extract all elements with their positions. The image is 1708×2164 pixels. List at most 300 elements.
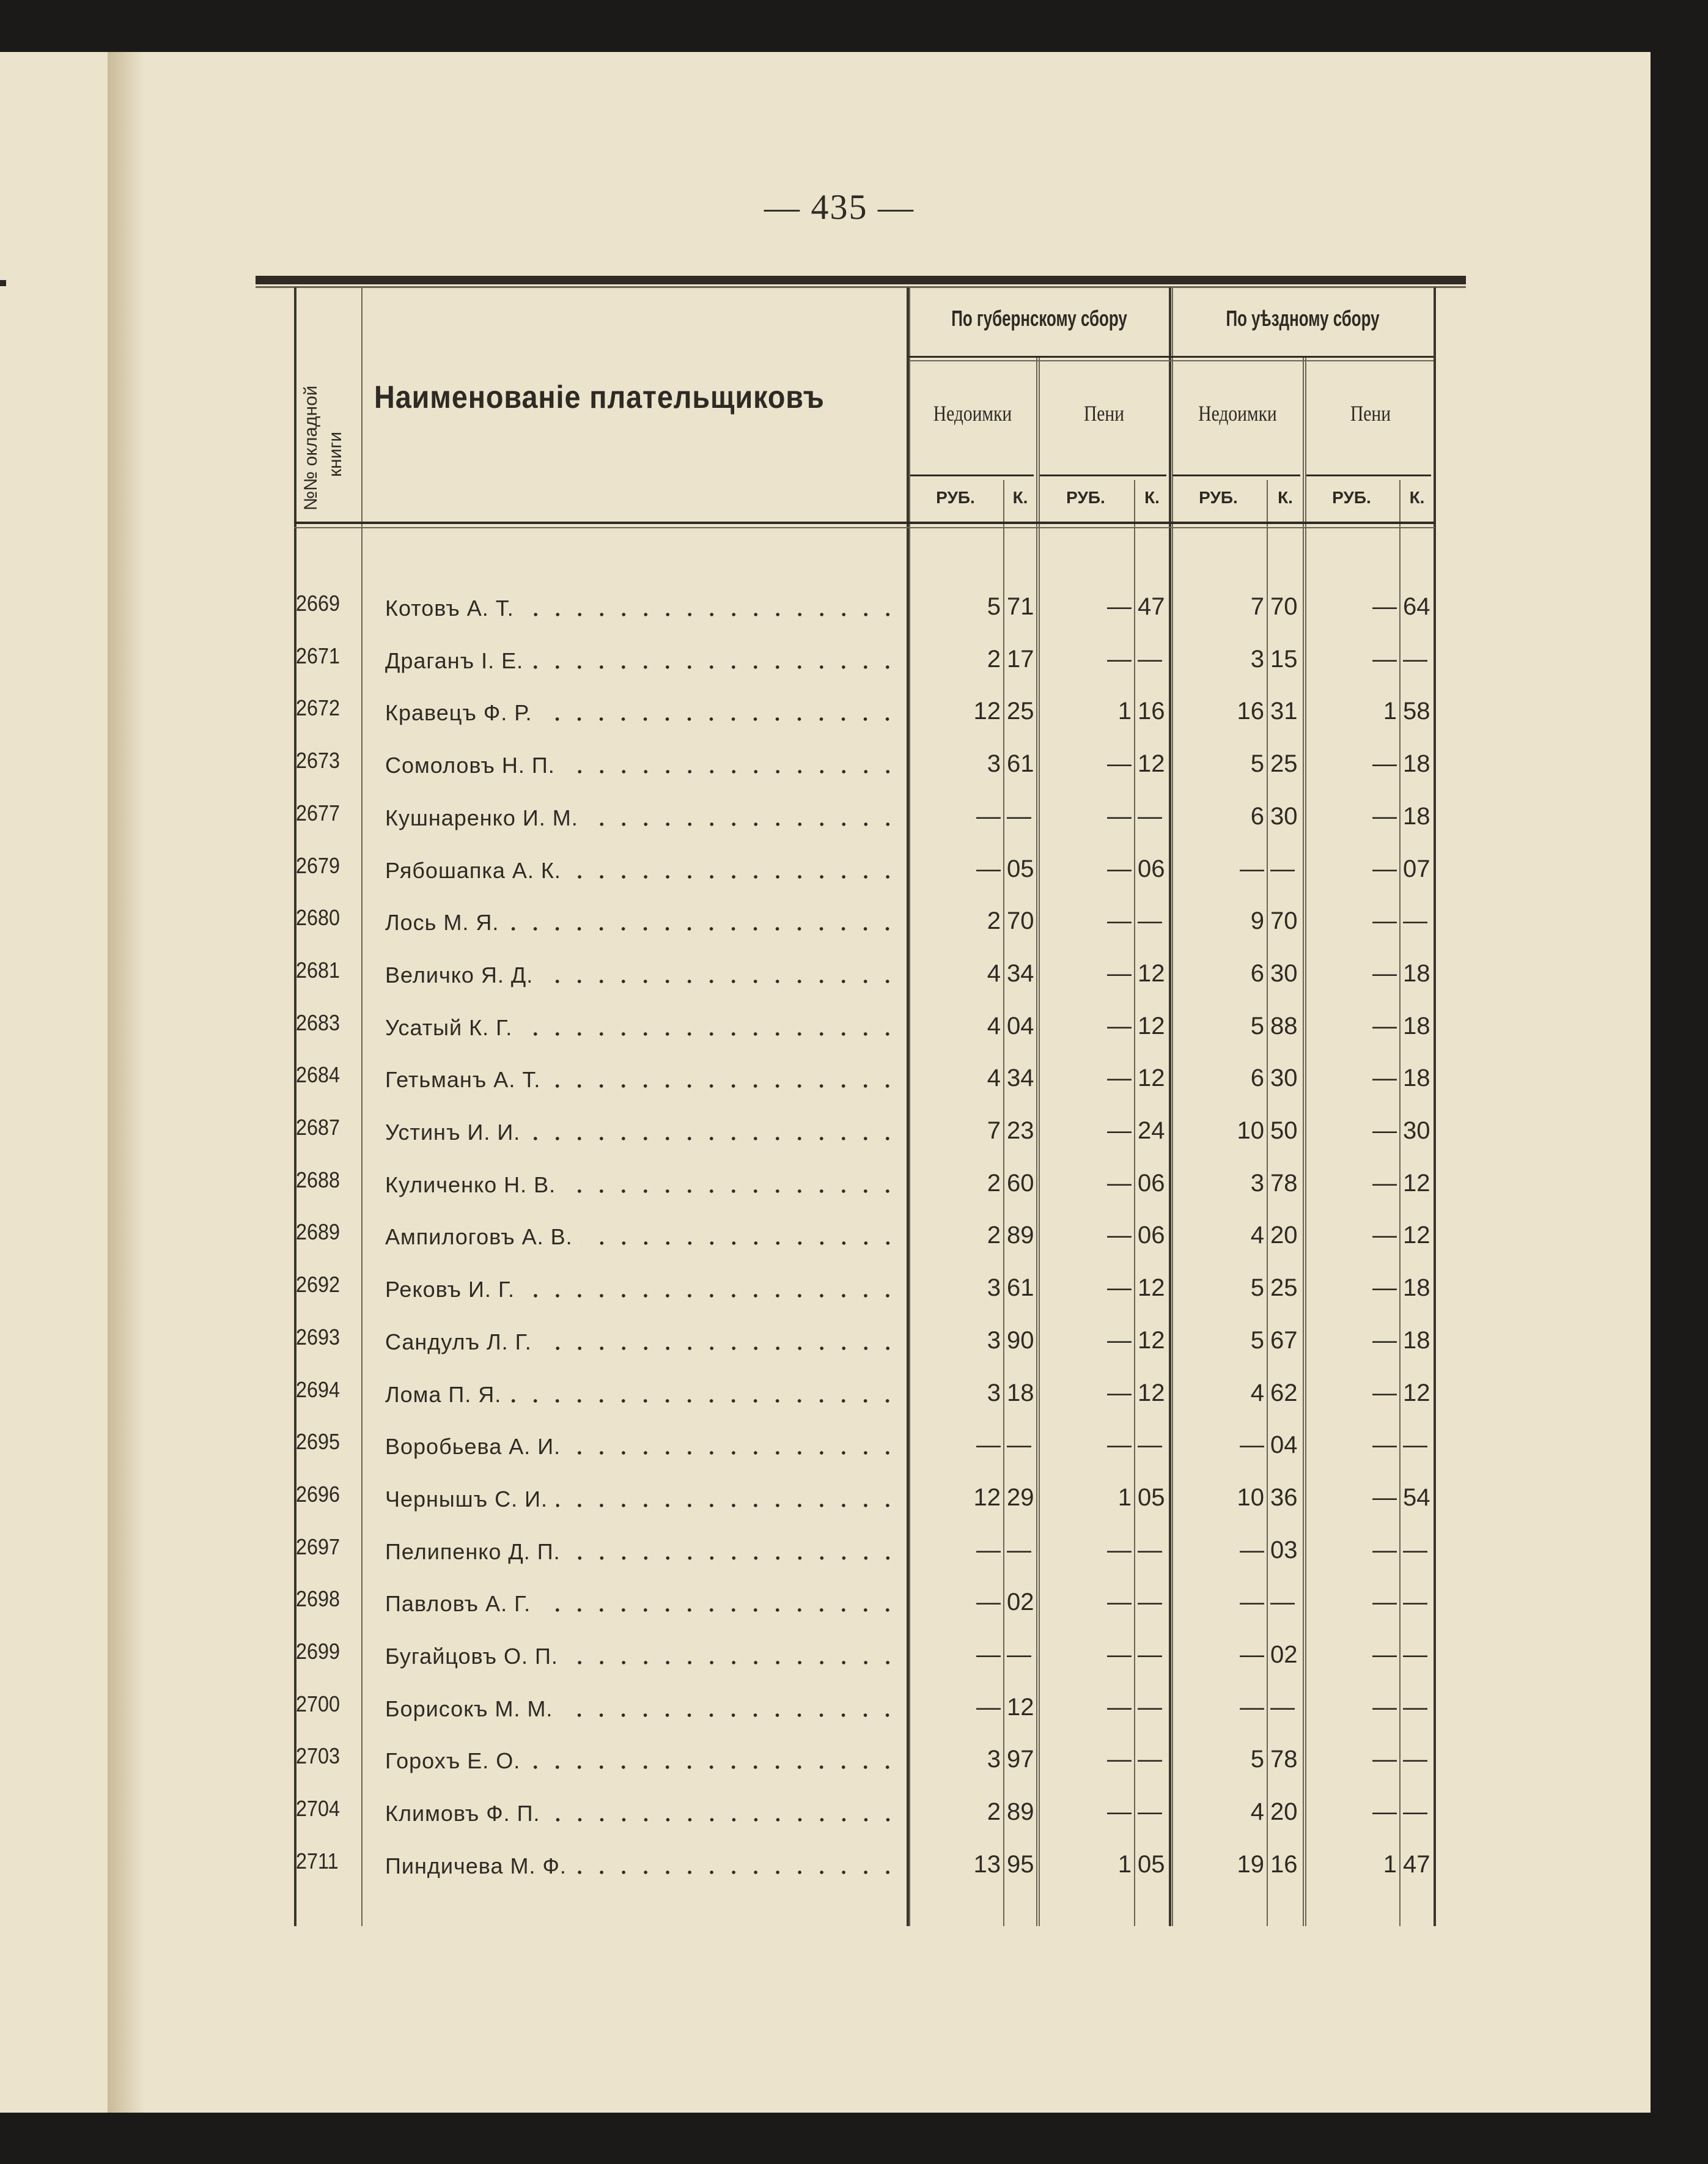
gubernia-arrears-rub: 13 xyxy=(973,1850,1001,1878)
uezd-penalties-rub: — xyxy=(1372,645,1397,673)
gubernia-arrears-rub: 3 xyxy=(987,1274,1001,1302)
uezd-arrears-kop: 36 xyxy=(1270,1483,1298,1511)
gubernia-arrears-header: Недоимки xyxy=(933,401,1012,426)
dot-leader xyxy=(570,875,899,879)
book-number: 2677 xyxy=(296,800,340,825)
gubernia-arrears-rub: — xyxy=(976,1693,1001,1721)
payer-name: Чернышъ С. И. xyxy=(385,1486,548,1512)
uezd-arrears-kop: 25 xyxy=(1270,1274,1298,1302)
uezd-arrears-rub: 6 xyxy=(1250,959,1264,987)
gubernia-penalties-rub: — xyxy=(1107,750,1132,778)
margin-mark xyxy=(0,280,6,286)
book-number: 2688 xyxy=(296,1167,340,1192)
uezd-penalties-kop: 07 xyxy=(1403,855,1430,882)
gubernia-penalties-kop: 06 xyxy=(1138,1169,1165,1197)
uezd-arrears-kop: — xyxy=(1270,1589,1295,1616)
gubernia-penalties-rub: — xyxy=(1107,1065,1132,1092)
table-row xyxy=(0,1481,1708,1543)
table-row xyxy=(0,1272,1708,1333)
uezd-arrears-rub: 19 xyxy=(1237,1850,1264,1878)
book-number: 2679 xyxy=(296,852,340,878)
gubernia-arrears-rub: 12 xyxy=(973,1483,1001,1511)
book-number: 2703 xyxy=(296,1743,340,1769)
book-number: 2671 xyxy=(296,643,340,668)
gubernia-penalties-rub: — xyxy=(1107,1589,1132,1616)
uezd-penalties-rub: — xyxy=(1372,855,1397,882)
gubernia-arrears-rub: 4 xyxy=(987,1012,1001,1040)
uezd-arrears-rub: 6 xyxy=(1250,802,1264,830)
gubernia-arrears-rub: 3 xyxy=(987,1746,1001,1773)
header-bottom-rule xyxy=(294,522,1435,524)
uezd-penalties-kop: — xyxy=(1403,1641,1427,1668)
book-number: 2698 xyxy=(296,1586,340,1612)
uezd-penalties-rub: — xyxy=(1372,1169,1397,1197)
gubernia-group-header: По губернскому сбору xyxy=(951,306,1127,331)
uezd-penalties-kop: — xyxy=(1403,907,1427,935)
gubernia-penalties-rub: — xyxy=(1107,1222,1132,1249)
book-number: 2680 xyxy=(296,905,340,931)
uezd-penalties-kop: 18 xyxy=(1403,1065,1430,1092)
gubernia-penalties-kop: 47 xyxy=(1138,593,1165,620)
book-number: 2695 xyxy=(296,1429,340,1455)
uezd-penalties-rub: 1 xyxy=(1383,698,1397,725)
gubernia-penalties-kop: — xyxy=(1138,1693,1162,1721)
dot-leader xyxy=(523,613,899,616)
uezd-penalties-kop: 18 xyxy=(1403,959,1430,987)
payer-name: Борисокъ М. М. xyxy=(385,1696,553,1721)
uezd-arrears-rub: 5 xyxy=(1250,1012,1264,1040)
uezd-arrears-rub: 10 xyxy=(1237,1483,1264,1511)
gubernia-arrears-kop: 71 xyxy=(1007,593,1034,620)
uezd-penalties-kop: 12 xyxy=(1403,1169,1430,1197)
uezd-arrears-rub: 5 xyxy=(1250,1746,1264,1773)
table-row xyxy=(0,852,1708,914)
payer-name: Пиндичева М. Ф. xyxy=(385,1853,567,1878)
uezd-penalties-rub: — xyxy=(1372,1483,1397,1511)
payer-name: Величко Я. Д. xyxy=(385,962,534,988)
uezd-penalties-kop: — xyxy=(1403,645,1427,673)
book-number: 2697 xyxy=(296,1534,340,1559)
uezd-arrears-kop: 88 xyxy=(1270,1012,1298,1040)
gubernia-penalties-rub: — xyxy=(1107,1746,1132,1773)
uezd-arrears-header: Недоимки xyxy=(1198,401,1277,426)
uezd-arrears-kop: 31 xyxy=(1270,698,1298,725)
gubernia-penalties-rub: 1 xyxy=(1117,1483,1132,1511)
payer-name: Кравецъ Ф. Р. xyxy=(385,700,532,726)
uezd-arrears-kop: 30 xyxy=(1270,802,1298,830)
gubernia-penalties-kop: — xyxy=(1138,1431,1162,1459)
gubernia-penalties-kop: 12 xyxy=(1138,750,1165,778)
dot-leader xyxy=(564,770,899,774)
table-row xyxy=(0,591,1708,652)
uezd-arrears-rub: 6 xyxy=(1250,1065,1264,1092)
gubernia-arrears-rub: — xyxy=(976,1589,1001,1616)
table-row xyxy=(0,1691,1708,1752)
unit-header-rule xyxy=(1040,475,1166,476)
gubernia-arrears-rub: 4 xyxy=(987,959,1001,987)
dot-leader xyxy=(549,1084,899,1088)
uezd-arrears-rub: — xyxy=(1240,1693,1264,1721)
gubernia-penalties-rub: — xyxy=(1107,907,1132,935)
payer-name: Рековъ И. Г. xyxy=(385,1277,515,1302)
payer-name: Сомоловъ Н. П. xyxy=(385,753,555,778)
payer-name: Кушнаренко И. М. xyxy=(385,805,578,830)
uezd-penalties-rub: — xyxy=(1372,959,1397,987)
uezd-arrears-kop: 78 xyxy=(1270,1746,1298,1773)
dot-leader xyxy=(510,1399,899,1403)
book-number: 2689 xyxy=(296,1219,340,1245)
gubernia-arrears-rub: 3 xyxy=(987,1326,1001,1354)
payer-name: Котовъ А. Т. xyxy=(385,596,514,621)
gubernia-penalties-kop: 05 xyxy=(1138,1850,1165,1878)
uezd-arrears-rub: 7 xyxy=(1250,593,1264,620)
uezd-arrears-kop: 70 xyxy=(1270,907,1298,935)
payer-name: Гетьманъ А. Т. xyxy=(385,1067,541,1093)
payer-name-cell xyxy=(385,1434,899,1460)
uezd-arrears-kop: — xyxy=(1270,855,1295,882)
payer-name-cell xyxy=(385,1120,899,1145)
table-row xyxy=(0,957,1708,1019)
payer-name-cell xyxy=(385,910,899,936)
uezd-arrears-kop: 03 xyxy=(1270,1536,1298,1564)
gubernia-penalties-rub: 1 xyxy=(1117,1850,1132,1878)
book-number: 2704 xyxy=(296,1796,340,1822)
gubernia-arrears-kop: 18 xyxy=(1007,1379,1034,1406)
group-header-rule xyxy=(909,356,1434,358)
payer-name-cell xyxy=(385,1067,899,1093)
gubernia-arrears-kop: 34 xyxy=(1007,959,1034,987)
book-number: 2699 xyxy=(296,1639,340,1664)
payer-name-cell xyxy=(385,648,899,674)
uezd-penalties-kop: 54 xyxy=(1403,1483,1430,1511)
table-row xyxy=(0,1848,1708,1910)
gubernia-arrears-rub: — xyxy=(976,855,1001,882)
gubernia-arrears-kop: 97 xyxy=(1007,1746,1034,1773)
uezd-arrears-rub: 3 xyxy=(1250,1169,1264,1197)
gubernia-penalties-kop: — xyxy=(1138,1798,1162,1826)
uezd-arrears-rub: 5 xyxy=(1250,750,1264,778)
table-row xyxy=(0,1010,1708,1071)
gubernia-arrears-kop: 34 xyxy=(1007,1065,1034,1092)
gubernia-penalties-rub: — xyxy=(1107,1379,1132,1406)
book-number: 2672 xyxy=(296,695,340,721)
unit-header-rule xyxy=(1306,475,1431,476)
payer-name: Усатый К. Г. xyxy=(385,1014,513,1040)
kopeck-unit-header: К. xyxy=(1144,488,1160,507)
gubernia-penalties-rub: — xyxy=(1107,1274,1132,1302)
uezd-arrears-rub: — xyxy=(1240,855,1264,882)
group-header-rule-thin xyxy=(909,360,1434,361)
uezd-penalties-kop: 47 xyxy=(1403,1850,1430,1878)
book-number: 2700 xyxy=(296,1691,340,1716)
uezd-arrears-rub: 4 xyxy=(1250,1379,1264,1406)
gubernia-arrears-rub: — xyxy=(976,1431,1001,1459)
gubernia-arrears-rub: — xyxy=(976,1641,1001,1668)
uezd-penalties-rub: — xyxy=(1372,802,1397,830)
uezd-penalties-kop: — xyxy=(1403,1798,1427,1826)
uezd-arrears-kop: 04 xyxy=(1270,1431,1298,1459)
gubernia-penalties-kop: 12 xyxy=(1138,1065,1165,1092)
gubernia-arrears-kop: 89 xyxy=(1007,1798,1034,1826)
payer-name-cell xyxy=(385,1696,899,1722)
payer-name: Климовъ Ф. П. xyxy=(385,1801,540,1826)
unit-header-rule xyxy=(910,475,1034,476)
uezd-arrears-rub: 9 xyxy=(1250,907,1264,935)
payer-name-cell xyxy=(385,1486,899,1512)
uezd-arrears-kop: 20 xyxy=(1270,1222,1298,1249)
gubernia-penalties-kop: — xyxy=(1138,1641,1162,1668)
gubernia-penalties-kop: 12 xyxy=(1138,1012,1165,1040)
gubernia-arrears-rub: 12 xyxy=(973,698,1001,725)
payer-name-cell xyxy=(385,1801,899,1826)
gubernia-penalties-kop: 12 xyxy=(1138,1274,1165,1302)
gubernia-penalties-rub: 1 xyxy=(1117,698,1132,725)
gubernia-penalties-kop: 24 xyxy=(1138,1117,1165,1144)
uezd-penalties-rub: — xyxy=(1372,1536,1397,1564)
gubernia-arrears-kop: 17 xyxy=(1007,645,1034,673)
uezd-penalties-kop: 18 xyxy=(1403,1274,1430,1302)
book-number: 2683 xyxy=(296,1010,340,1035)
gubernia-arrears-rub: 2 xyxy=(987,1169,1001,1197)
uezd-penalties-header: Пени xyxy=(1350,401,1391,426)
book-number: 2673 xyxy=(296,748,340,774)
payer-name: Воробьева А. И. xyxy=(385,1434,561,1460)
payer-name-cell xyxy=(385,1591,899,1617)
dot-leader xyxy=(540,1346,899,1350)
gubernia-penalties-kop: 06 xyxy=(1138,1222,1165,1249)
uezd-arrears-rub: 5 xyxy=(1250,1274,1264,1302)
payer-name-cell xyxy=(385,700,899,726)
uezd-penalties-kop: 64 xyxy=(1403,593,1430,620)
dot-leader xyxy=(569,1451,899,1455)
kopeck-unit-header: К. xyxy=(1278,488,1293,507)
book-number: 2692 xyxy=(296,1272,340,1298)
dot-leader xyxy=(532,665,899,669)
payer-name-cell xyxy=(385,962,899,988)
rub-unit-header: РУБ. xyxy=(1332,488,1371,507)
gubernia-penalties-kop: — xyxy=(1138,802,1162,830)
gubernia-arrears-kop: — xyxy=(1007,1536,1031,1564)
payer-name-cell xyxy=(385,1853,899,1879)
gubernia-penalties-rub: — xyxy=(1107,1693,1132,1721)
uezd-penalties-rub: 1 xyxy=(1383,1850,1397,1878)
dot-leader xyxy=(569,1556,899,1560)
gubernia-arrears-kop: 04 xyxy=(1007,1012,1034,1040)
dot-leader xyxy=(561,1713,899,1717)
payer-name: Сандулъ Л. Г. xyxy=(385,1329,532,1354)
table-row xyxy=(0,1743,1708,1804)
gubernia-penalties-rub: — xyxy=(1107,1536,1132,1564)
table-row xyxy=(0,1376,1708,1438)
table-row xyxy=(0,695,1708,756)
uezd-penalties-kop: — xyxy=(1403,1589,1427,1616)
table-row xyxy=(0,1796,1708,1857)
gubernia-arrears-rub: 2 xyxy=(987,1222,1001,1249)
dot-leader xyxy=(540,717,899,721)
dot-leader xyxy=(556,1504,899,1507)
uezd-arrears-kop: 78 xyxy=(1270,1169,1298,1197)
payer-name: Драганъ І. Е. xyxy=(385,648,524,673)
uezd-arrears-rub: 5 xyxy=(1250,1326,1264,1354)
payers-header: Наименованіе плательщиковъ xyxy=(374,380,825,415)
uezd-arrears-rub: — xyxy=(1240,1431,1264,1459)
gubernia-arrears-kop: — xyxy=(1007,802,1031,830)
gubernia-arrears-kop: 12 xyxy=(1007,1693,1034,1721)
book-number: 2669 xyxy=(296,591,340,616)
table-row xyxy=(0,1324,1708,1386)
dot-leader xyxy=(581,1241,899,1245)
uezd-arrears-kop: 15 xyxy=(1270,645,1298,673)
uezd-penalties-kop: 30 xyxy=(1403,1117,1430,1144)
payer-name: Пелипенко Д. П. xyxy=(385,1538,561,1564)
table-row xyxy=(0,643,1708,704)
uezd-penalties-rub: — xyxy=(1372,750,1397,778)
gubernia-arrears-kop: 61 xyxy=(1007,750,1034,778)
dot-leader xyxy=(542,980,899,983)
uezd-arrears-kop: 67 xyxy=(1270,1326,1298,1354)
uezd-arrears-kop: 62 xyxy=(1270,1379,1298,1406)
payer-name-cell xyxy=(385,596,899,621)
gubernia-penalties-header: Пени xyxy=(1083,401,1125,426)
gubernia-penalties-kop: 05 xyxy=(1138,1483,1165,1511)
payer-name: Лось М. Я. xyxy=(385,910,499,936)
payer-name-cell xyxy=(385,1644,899,1669)
table-row xyxy=(0,748,1708,809)
rub-unit-header: РУБ. xyxy=(1199,488,1238,507)
uezd-arrears-rub: 3 xyxy=(1250,645,1264,673)
gubernia-penalties-rub: — xyxy=(1107,1798,1132,1826)
table-row xyxy=(0,905,1708,966)
gubernia-penalties-kop: 16 xyxy=(1138,698,1165,725)
book-number: 2711 xyxy=(296,1848,339,1874)
uezd-penalties-rub: — xyxy=(1372,1693,1397,1721)
gubernia-penalties-kop: — xyxy=(1138,645,1162,673)
uezd-penalties-rub: — xyxy=(1372,1012,1397,1040)
book-number-header-line2: книги xyxy=(325,431,345,477)
gubernia-penalties-rub: — xyxy=(1107,1431,1132,1459)
uezd-arrears-rub: 4 xyxy=(1250,1222,1264,1249)
dot-leader xyxy=(529,1765,899,1769)
uezd-penalties-kop: — xyxy=(1403,1536,1427,1564)
uezd-arrears-rub: 16 xyxy=(1237,698,1264,725)
gubernia-arrears-kop: 25 xyxy=(1007,698,1034,725)
book-number: 2681 xyxy=(296,957,340,983)
uezd-penalties-kop: 18 xyxy=(1403,1012,1430,1040)
table-row xyxy=(0,1639,1708,1700)
uezd-arrears-kop: 30 xyxy=(1270,959,1298,987)
header-bottom-rule-thin xyxy=(294,527,1435,528)
gubernia-arrears-kop: 89 xyxy=(1007,1222,1034,1249)
gubernia-penalties-rub: — xyxy=(1107,645,1132,673)
uezd-penalties-kop: — xyxy=(1403,1431,1427,1459)
dot-leader xyxy=(523,1294,899,1298)
payer-name-cell xyxy=(385,1329,899,1355)
uezd-penalties-rub: — xyxy=(1372,1326,1397,1354)
gubernia-penalties-kop: — xyxy=(1138,907,1162,935)
table-row xyxy=(0,800,1708,862)
payer-name-cell xyxy=(385,858,899,884)
uezd-penalties-kop: 58 xyxy=(1403,698,1430,725)
uezd-arrears-kop: 70 xyxy=(1270,593,1298,620)
payer-name-cell xyxy=(385,1224,899,1250)
rub-unit-header: РУБ. xyxy=(1066,488,1105,507)
table-row xyxy=(0,1586,1708,1647)
gubernia-penalties-kop: 06 xyxy=(1138,855,1165,882)
unit-header-rule xyxy=(1172,475,1300,476)
uezd-arrears-kop: 25 xyxy=(1270,750,1298,778)
payer-name-cell xyxy=(385,1277,899,1302)
payer-name-cell xyxy=(385,805,899,831)
uezd-penalties-kop: 12 xyxy=(1403,1222,1430,1249)
gubernia-arrears-kop: 61 xyxy=(1007,1274,1034,1302)
uezd-arrears-rub: — xyxy=(1240,1641,1264,1668)
uezd-penalties-rub: — xyxy=(1372,1222,1397,1249)
gubernia-arrears-kop: 70 xyxy=(1007,907,1034,935)
uezd-arrears-kop: 02 xyxy=(1270,1641,1298,1668)
book-number: 2687 xyxy=(296,1115,340,1140)
payer-name: Устинъ И. И. xyxy=(385,1120,521,1145)
book-number: 2694 xyxy=(296,1376,340,1402)
uezd-arrears-rub: 4 xyxy=(1250,1798,1264,1826)
gubernia-penalties-kop: 12 xyxy=(1138,959,1165,987)
uezd-penalties-rub: — xyxy=(1372,1798,1397,1826)
kopeck-unit-header: К. xyxy=(1409,488,1425,507)
payer-name-cell xyxy=(385,1172,899,1198)
dot-leader xyxy=(539,1608,899,1612)
uezd-arrears-kop: 20 xyxy=(1270,1798,1298,1826)
gubernia-penalties-rub: — xyxy=(1107,855,1132,882)
uezd-penalties-kop: 18 xyxy=(1403,750,1430,778)
dot-leader xyxy=(575,1870,899,1874)
gubernia-arrears-rub: — xyxy=(976,802,1001,830)
dot-leader xyxy=(507,927,899,931)
gubernia-arrears-rub: 2 xyxy=(987,1798,1001,1826)
gubernia-penalties-rub: — xyxy=(1107,1117,1132,1144)
gubernia-penalties-kop: — xyxy=(1138,1589,1162,1616)
payer-name: Павловъ А. Г. xyxy=(385,1591,531,1617)
uezd-penalties-kop: 12 xyxy=(1403,1379,1430,1406)
payer-name: Бугайцовъ О. П. xyxy=(385,1644,558,1669)
payer-name-cell xyxy=(385,1015,899,1041)
gubernia-arrears-kop: — xyxy=(1007,1431,1031,1459)
payer-name: Горохъ Е. О. xyxy=(385,1748,521,1774)
gubernia-penalties-rub: — xyxy=(1107,959,1132,987)
uezd-penalties-kop: 18 xyxy=(1403,802,1430,830)
rub-unit-header: РУБ. xyxy=(936,488,975,507)
payer-name-cell xyxy=(385,1382,899,1408)
gubernia-arrears-rub: 2 xyxy=(987,907,1001,935)
uezd-penalties-rub: — xyxy=(1372,593,1397,620)
book-number: 2696 xyxy=(296,1481,340,1507)
top-rule xyxy=(256,276,1466,284)
gubernia-penalties-kop: 12 xyxy=(1138,1326,1165,1354)
payer-name-cell xyxy=(385,1539,899,1565)
gubernia-arrears-kop: 95 xyxy=(1007,1850,1034,1878)
table-row xyxy=(0,1062,1708,1123)
payer-name-cell xyxy=(385,753,899,778)
uezd-penalties-rub: — xyxy=(1372,907,1397,935)
uezd-arrears-kop: 50 xyxy=(1270,1117,1298,1144)
gubernia-arrears-kop: 29 xyxy=(1007,1483,1034,1511)
uezd-penalties-rub: — xyxy=(1372,1065,1397,1092)
book-number: 2684 xyxy=(296,1062,340,1088)
dot-leader xyxy=(529,1137,899,1140)
gubernia-penalties-kop: — xyxy=(1138,1536,1162,1564)
uezd-arrears-rub: — xyxy=(1240,1536,1264,1564)
uezd-penalties-rub: — xyxy=(1372,1746,1397,1773)
payer-name: Лома П. Я. xyxy=(385,1381,502,1407)
top-rule-thin xyxy=(256,286,1466,288)
